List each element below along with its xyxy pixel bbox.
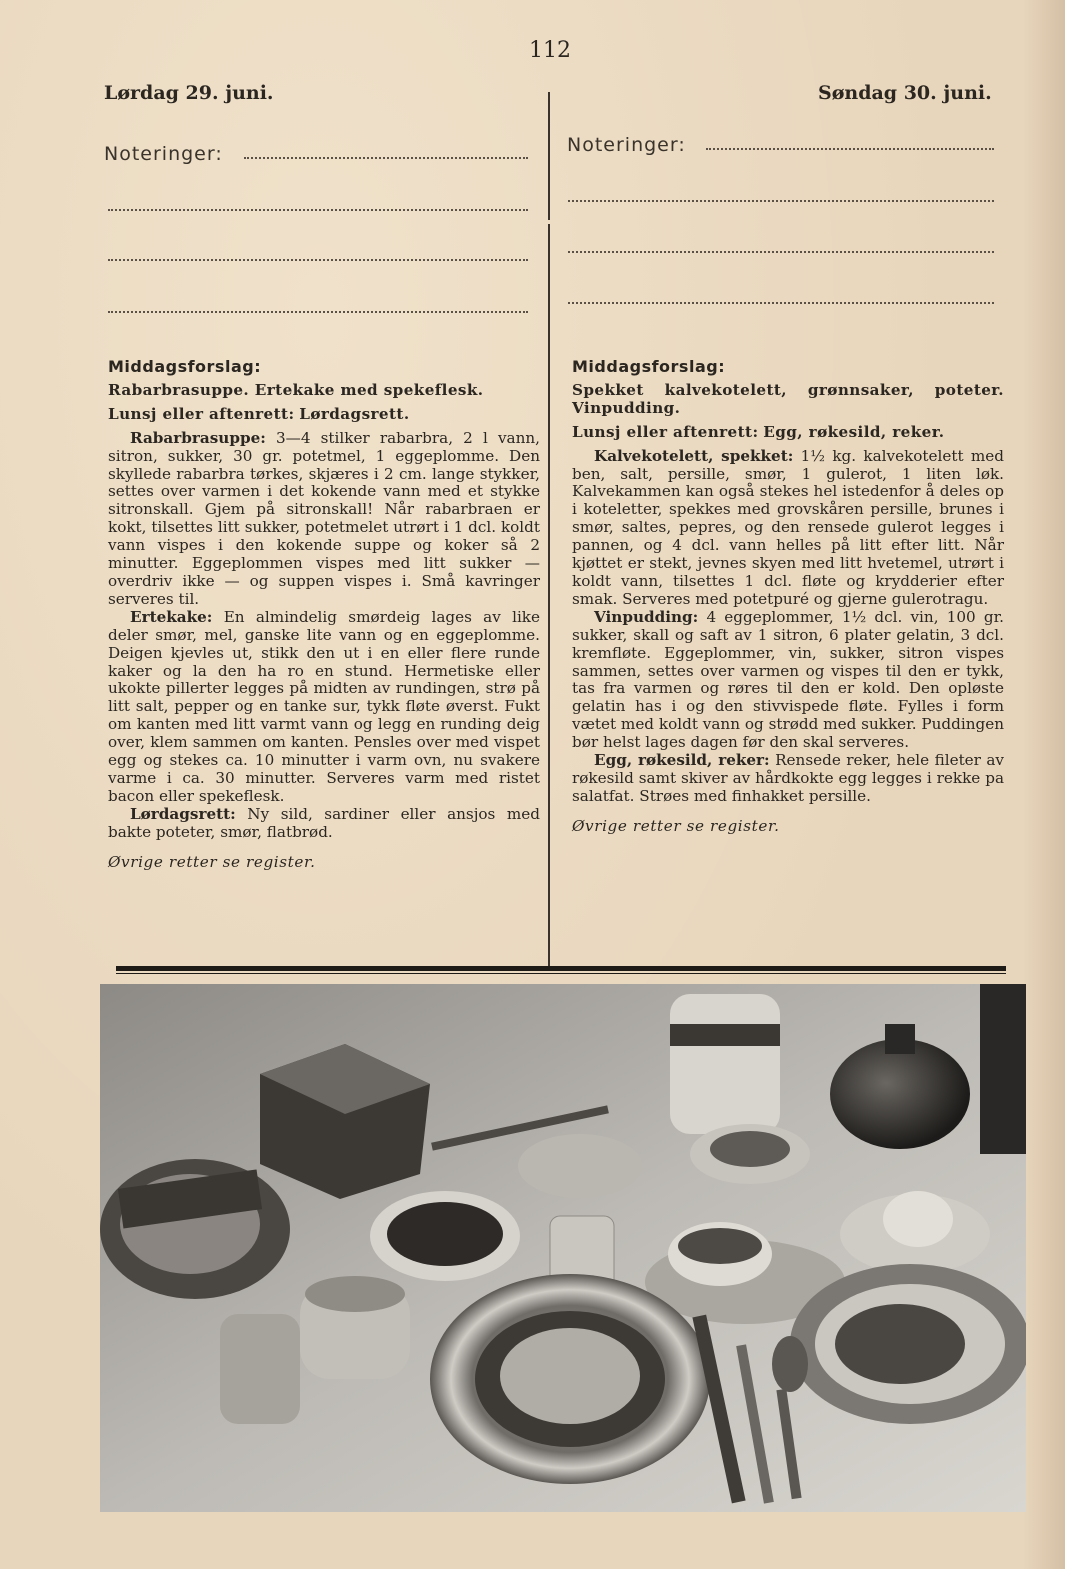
recipe-title: Kalvekotelett, spekket:: [594, 446, 794, 465]
notes-label-right: Noteringer:: [567, 134, 686, 156]
table-setting-photo: [100, 984, 1026, 1512]
notes-line-right-3[interactable]: [568, 251, 994, 253]
recipe-text: 3—4 stilker rabarbra, 2 l vann, sitron, sukker, 30 gr. potetmel, 1 eggeplomme. Den skyllede rabarbra tørkes, skjæres i 2 cm. lange stykker, settes over varmen i det kokende vann med et stykke sitronskall. Gjem på sitronskall! Når rabarbraen er kokt, tilsettes litt sukker, potetmelet utrørt i 1 dcl. koldt vann vispes i den kokende suppe og koker så 2 minutter. Eggeplommen vispes med litt sukker — overdriv ikke — og suppen vispes i. Små kavringer serveres til.: [108, 428, 540, 608]
recipe-title: Vinpudding:: [594, 607, 699, 626]
recipe-paragraph: [108, 430, 540, 609]
recipe-title: Rabarbrasuppe:: [130, 428, 266, 447]
recipe-text: Ny sild, sardiner eller ansjos med bakte poteter, smør, flatbrød.: [108, 804, 540, 841]
recipe-paragraph: [572, 448, 1004, 609]
section-title: Middagsforslag:: [108, 357, 262, 376]
notes-line-left-2[interactable]: [108, 209, 528, 211]
day-heading-saturday: Lørdag 29. juni.: [104, 82, 274, 104]
recipes-saturday: [108, 358, 540, 871]
lunch-label: Lunsj eller aftenrett:: [572, 422, 759, 441]
lunch-label: Lunsj eller aftenrett:: [108, 404, 295, 423]
page-number: 112: [529, 38, 571, 63]
recipe-text: 1½ kg. kalvekotelett med ben, salt, persille, smør, 1 gulerot, 1 liten løk. Kalvekammen kan også stekes hel istedenfor å deles op i koteletter, spekkes med grovskåren persille, brunes i smør, saltes, pepres, og den rensede gulerot legges i pannen, og 4 dcl. vann helles på litt efter litt. Når kjøttet er stekt, jevnes skyen med litt hvetemel, utrørt i koldt vann, tilsettes 1 dcl. fløte og krydderier efter smak. Serveres med potetpuré og gjerne gulerotragu.: [572, 446, 1004, 608]
divider-rule-thin: [116, 973, 1006, 974]
section-title: Middagsforslag:: [572, 357, 726, 376]
column-divider-top: [548, 92, 550, 220]
recipe-paragraph: [572, 752, 1004, 806]
register-reference: Øvrige retter se register.: [108, 852, 316, 871]
day-heading-sunday: Søndag 30. juni.: [818, 82, 992, 104]
notes-line-right-4[interactable]: [568, 302, 994, 304]
dinner-menu: Rabarbrasuppe. Ertekake med spekeflesk.: [108, 380, 484, 399]
recipe-title: Egg, røkesild, reker:: [594, 751, 770, 770]
notes-line-left-3[interactable]: [108, 259, 528, 261]
notes-line-left-1[interactable]: [244, 157, 528, 159]
notes-line-right-1[interactable]: [706, 148, 994, 150]
recipe-paragraph: [108, 609, 540, 806]
register-reference: Øvrige retter se register.: [572, 816, 780, 835]
recipe-title: Lørdagsrett:: [130, 804, 236, 823]
lunch-dish: Egg, røkesild, reker.: [763, 422, 945, 441]
recipe-text: Rensede reker, hele fileter av røkesild samt skiver av hårdkokte egg legges i rekke pa salatfat. Strøes med finhakket persille.: [572, 751, 1004, 805]
recipe-text: En almindelig smørdeig lages av like deler smør, mel, ganske lite vann og en eggeplomme. Deigen kjevles ut, stikk den ut i en eller flere runde kaker og la den ha ro en stund. Hermetiske eller ukokte pillerter legges på midten av rundingen, strø på litt salt, pepper og en tanke sur, tykk fløte øverst. Fukt om kanten med litt varmt vann og legg en runding deig over, klem sammen om kanten. Pensles over med vispet egg og stekes ca. 10 minutter i varm ovn, nu svakere varme i ca. 30 minutter. Serveres varm med ristet bacon eller spekeflesk.: [108, 607, 540, 805]
column-divider: [548, 224, 550, 968]
lunch-dish: Lørdagsrett.: [299, 404, 410, 423]
divider-rule: [116, 966, 1006, 971]
recipe-paragraph: [572, 609, 1004, 752]
dinner-menu: Spekket kalvekotelett, grønnsaker, poteter. Vinpudding.: [572, 380, 1004, 417]
recipe-paragraph: [108, 806, 540, 842]
notes-label-left: Noteringer:: [104, 143, 223, 165]
notes-line-right-2[interactable]: [568, 200, 994, 202]
recipes-sunday: [572, 358, 1004, 836]
recipe-title: Ertekake:: [130, 607, 213, 626]
recipe-text: 4 eggeplommer, 1½ dcl. vin, 100 gr. sukker, skall og saft av 1 sitron, 6 plater gelatin, 3 dcl. kremfløte. Eggeplommer, vin, sukker, sitron vispes sammen, settes over varmen og vispes til den er tykk, tas fra varmen og røres til den er kold. Den opløste gelatin has i og den stivvispede fløte. Fylles i form vætet med koldt vann og strødd med sukker. Puddingen bør helst lages dagen før den skal serveres.: [572, 607, 1005, 752]
notes-line-left-4[interactable]: [108, 311, 528, 313]
